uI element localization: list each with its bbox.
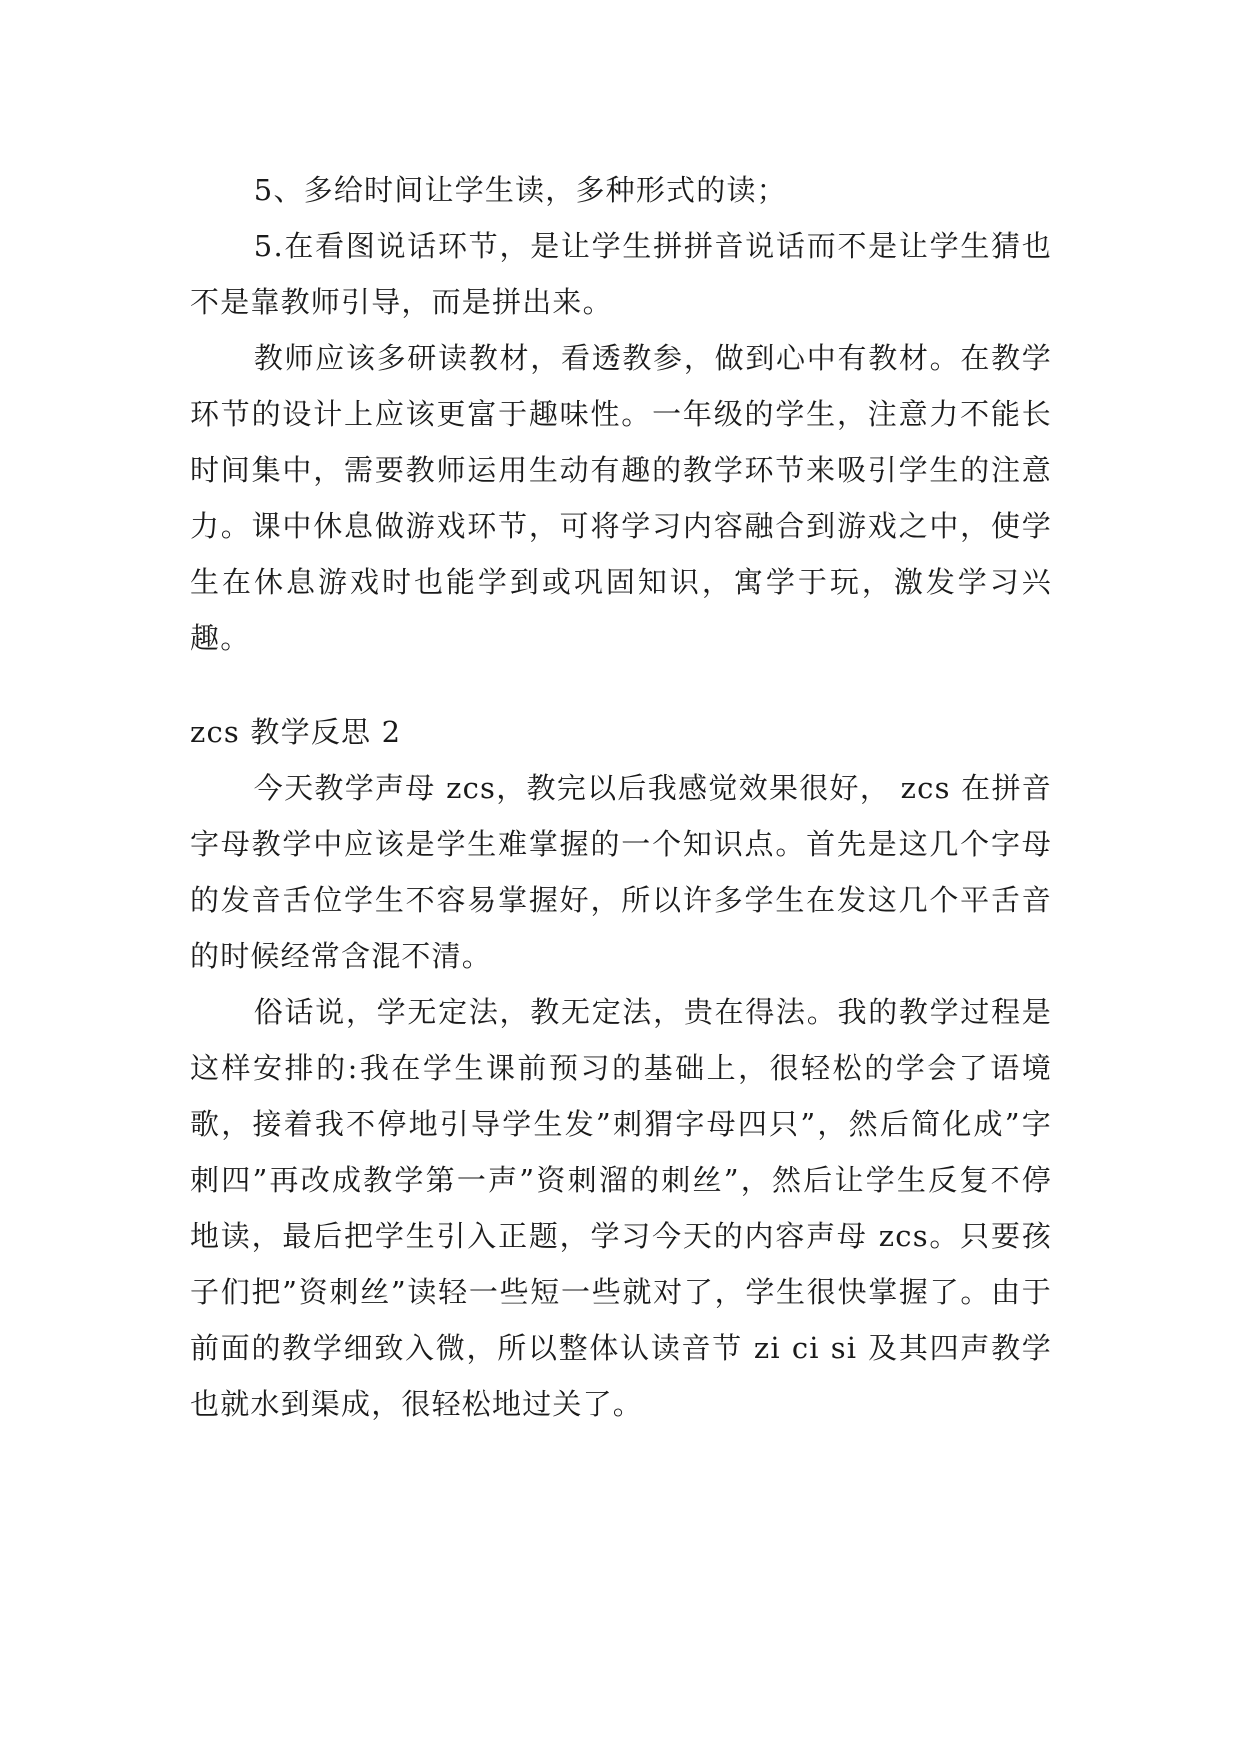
document-body	[190, 162, 1052, 1432]
paragraph-lesson-intro: 今天教学声母 zcs，教完以后我感觉效果很好， zcs 在拼音字母教学中应该是学生难掌握的一个知识点。首先是这几个字母的发音舌位学生不容易掌握好，所以许多学生在发这几个平舌音的时候经常含混不清。	[190, 771, 1052, 973]
paragraph-picture-talk: 5.在看图说话环节，是让学生拼拼音说话而不是让学生猜也不是靠教师引导，而是拼出来。	[190, 229, 1052, 319]
paragraph-teacher-advice: 教师应该多研读教材，看透教参，做到心中有教材。在教学环节的设计上应该更富于趣味性。一年级的学生，注意力不能长时间集中，需要教师运用生动有趣的教学环节来吸引学生的注意力。课中休息做游戏环节，可将学习内容融合到游戏之中，使学生在休息游戏时也能学到或巩固知识，寓学于玩，激发学习兴趣。	[190, 341, 1052, 655]
section-title: zcs 教学反思 2	[190, 715, 402, 749]
paragraph-lesson-process: 俗话说，学无定法，教无定法，贵在得法。我的教学过程是这样安排的:我在学生课前预习的基础上，很轻松的学会了语境歌，接着我不停地引导学生发”刺猬字母四只”，然后简化成”字刺四”再改成教学第一声”资刺溜的刺丝”，然后让学生反复不停地读，最后把学生引入正题，学习今天的内容声母 zcs。只要孩子们把”资刺丝”读轻一些短一些就对了，学生很快掌握了。由于前面的教学细致入微，所以整体认读音节 zi ci si 及其四声教学也就水到渠成，很轻松地过关了。	[190, 995, 1052, 1421]
section-spacer	[190, 666, 1052, 704]
paragraph-reading-tip: 5、多给时间让学生读，多种形式的读；	[253, 173, 787, 207]
